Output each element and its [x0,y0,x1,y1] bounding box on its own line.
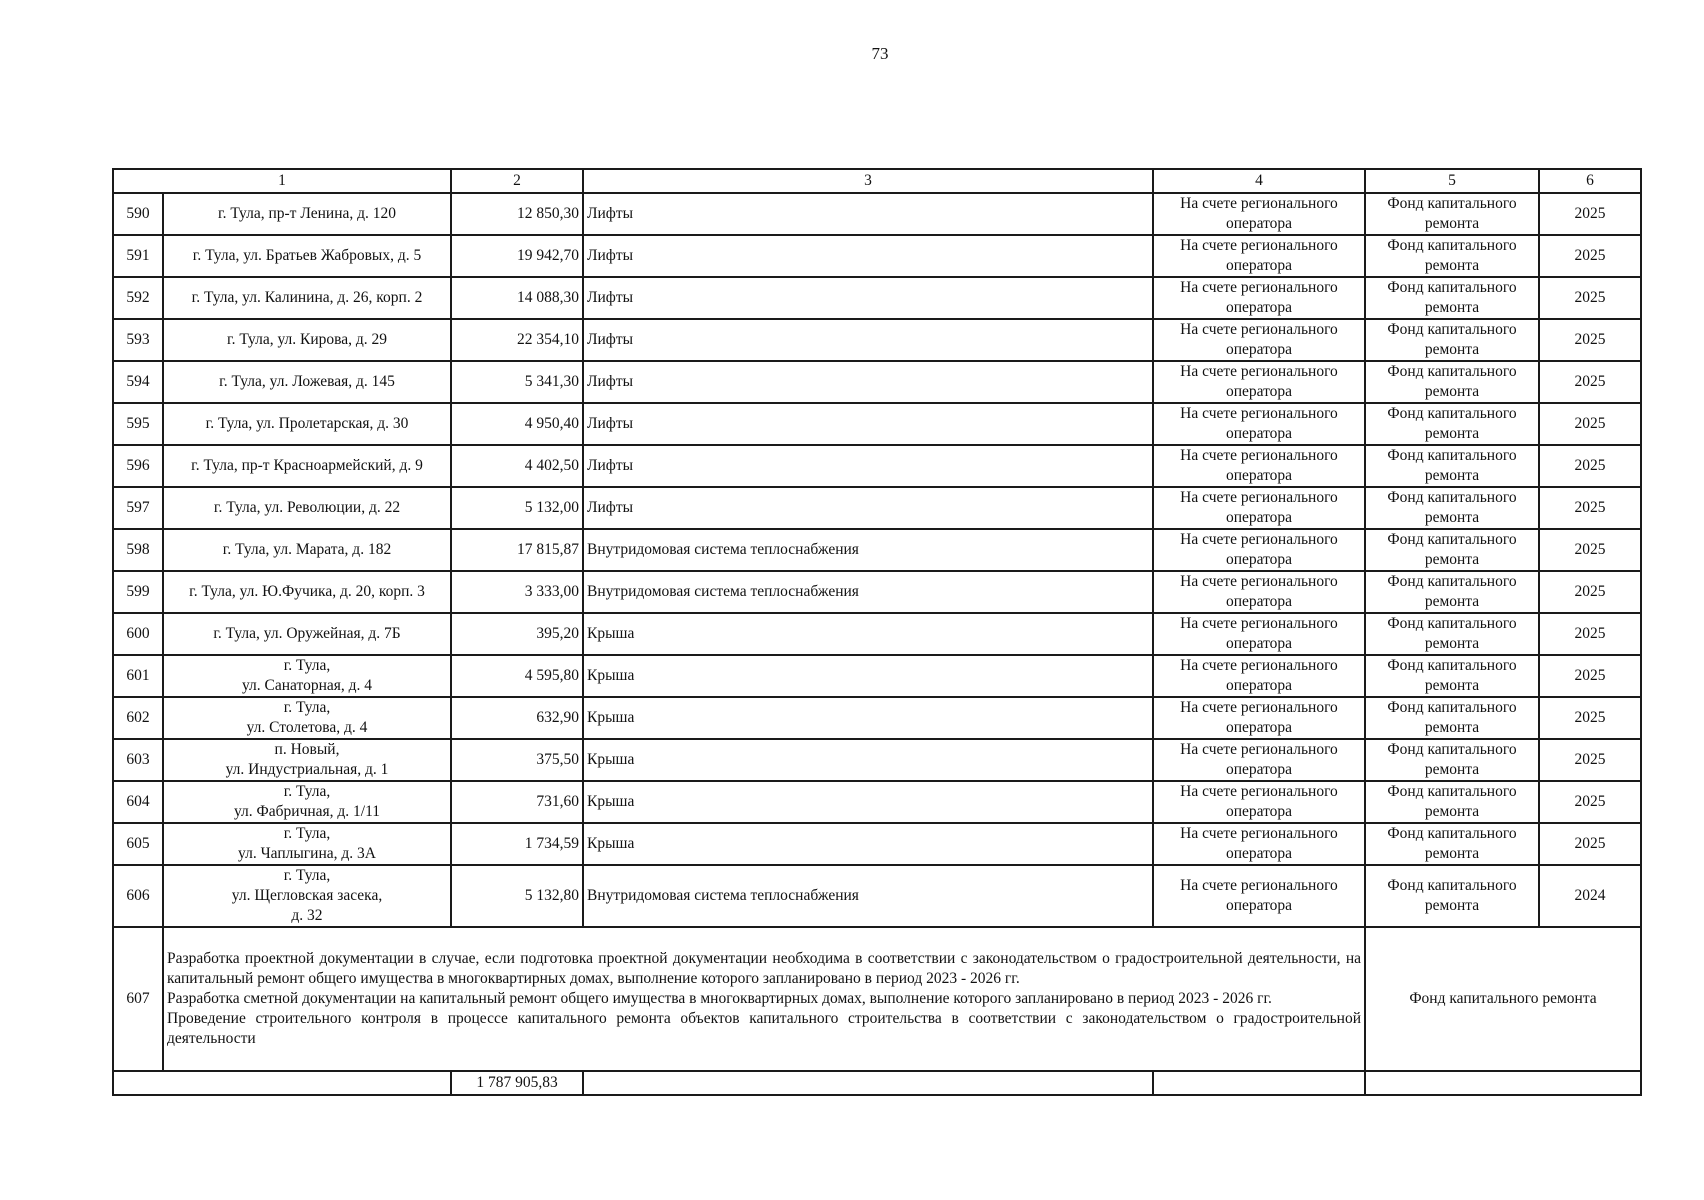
fund-cell [1365,823,1539,865]
cell-line: ремонта [1424,719,1480,736]
cell-line: Фонд капитального [1387,195,1517,212]
cell-line: оператора [1225,509,1293,526]
year-cell: 2025 [1539,571,1641,613]
row-number: 598 [113,529,163,571]
address-cell [163,823,451,865]
total-empty-cell [1153,1071,1365,1095]
fund-cell [1365,865,1539,927]
cell-line: ул. Чаплыгина, д. 3А [238,845,376,862]
row-number: 601 [113,655,163,697]
work-type-cell: Крыша [583,613,1153,655]
cell-line: оператора [1225,897,1293,914]
fund-cell [1365,781,1539,823]
cell-line: оператора [1225,341,1293,358]
year-cell: 2025 [1539,655,1641,697]
table-row [113,697,1641,739]
note-paragraph: Разработка сметной документации на капитальный ремонт общего имущества в многоквартирных домах, выполнение которого запланировано в период 2023 - 2026 гг. [167,990,1272,1007]
cell-line: Фонд капитального [1387,489,1517,506]
cell-line: ремонта [1424,341,1480,358]
cell-line: На счете регионального [1180,531,1338,548]
cell-line: ремонта [1424,299,1480,316]
account-cell [1153,781,1365,823]
total-empty-cell [113,1071,451,1095]
row-number: 594 [113,361,163,403]
fund-cell [1365,361,1539,403]
area-cell: 395,20 [451,613,583,655]
cell-line: ремонта [1424,425,1480,442]
cell-line: оператора [1225,635,1293,652]
year-cell: 2025 [1539,529,1641,571]
cell-line: Фонд капитального [1387,783,1517,800]
table-row [113,529,1641,571]
cell-line: г. Тула, ул. Братьев Жабровых, д. 5 [192,247,422,264]
total-area: 1 787 905,83 [451,1071,583,1095]
address-cell [163,865,451,927]
area-cell: 5 341,30 [451,361,583,403]
cell-line: На счете регионального [1180,489,1338,506]
work-type-cell: Лифты [583,445,1153,487]
work-type-cell: Лифты [583,235,1153,277]
cell-line: На счете регионального [1180,321,1338,338]
table-row [113,193,1641,235]
note-paragraph: Проведение строительного контроля в процессе капитального ремонта объектов капитального строительства в соответствии с законодательством о градостроительной деятельности [167,1010,1361,1047]
row-number: 600 [113,613,163,655]
note-paragraph: Разработка проектной документации в случае, если подготовка проектной документации необходима в соответствии с законодательством о градостроительной деятельности, на капитальный ремонт общего имущества в многоквартирных домах, выполнение которого запланировано в период 2023 - 2026 гг. [167,950,1361,987]
cell-line: г. Тула, ул. Марата, д. 182 [222,541,392,558]
work-type-cell: Внутридомовая система теплоснабжения [583,865,1153,927]
year-cell: 2025 [1539,193,1641,235]
year-cell: 2025 [1539,277,1641,319]
note-text-cell [163,927,1365,1071]
work-type-cell: Лифты [583,361,1153,403]
work-type-cell: Внутридомовая система теплоснабжения [583,571,1153,613]
table-row [113,613,1641,655]
account-cell [1153,403,1365,445]
cell-line: Фонд капитального [1387,877,1517,894]
cell-line: Фонд капитального [1387,573,1517,590]
fund-cell [1365,403,1539,445]
cell-line: г. Тула, ул. Ложевая, д. 145 [219,373,395,390]
address-cell [163,487,451,529]
table-row [113,571,1641,613]
account-cell [1153,697,1365,739]
row-number: 603 [113,739,163,781]
table-row [113,361,1641,403]
cell-line: Фонд капитального [1387,825,1517,842]
address-cell [163,445,451,487]
cell-line: г. Тула, пр-т Красноармейский, д. 9 [191,457,423,474]
column-header-1: 1 [113,169,451,193]
cell-line: Фонд капитального [1387,699,1517,716]
row-number: 592 [113,277,163,319]
table-row [113,487,1641,529]
cell-line: оператора [1225,845,1293,862]
cell-line: д. 32 [291,907,323,924]
cell-line: Фонд капитального [1387,363,1517,380]
cell-line: На счете регионального [1180,195,1338,212]
note-fund-cell: Фонд капитального ремонта [1365,927,1641,1071]
row-number: 602 [113,697,163,739]
year-cell: 2025 [1539,781,1641,823]
column-header-row [113,169,1641,193]
fund-cell [1365,529,1539,571]
cell-line: ул. Фабричная, д. 1/11 [233,803,381,820]
area-cell: 3 333,00 [451,571,583,613]
cell-line: ремонта [1424,803,1480,820]
table-row [113,403,1641,445]
fund-cell [1365,445,1539,487]
row-number: 591 [113,235,163,277]
row-number: 596 [113,445,163,487]
address-cell [163,319,451,361]
cell-line: г. Тула, [283,867,331,884]
cell-line: г. Тула, ул. Пролетарская, д. 30 [205,415,409,432]
table-row [113,655,1641,697]
area-cell: 731,60 [451,781,583,823]
cell-line: г. Тула, ул. Революции, д. 22 [213,499,401,516]
cell-line: г. Тула, ул. Кирова, д. 29 [226,331,388,348]
year-cell: 2025 [1539,487,1641,529]
address-cell [163,613,451,655]
address-cell [163,529,451,571]
table-row [113,445,1641,487]
cell-line: На счете регионального [1180,741,1338,758]
fund-cell [1365,613,1539,655]
cell-line: ремонта [1424,509,1480,526]
cell-line: оператора [1225,215,1293,232]
cell-line: На счете регионального [1180,237,1338,254]
cell-line: На счете регионального [1180,877,1338,894]
row-number: 604 [113,781,163,823]
cell-line: ремонта [1424,383,1480,400]
work-type-cell: Лифты [583,487,1153,529]
cell-line: ремонта [1424,677,1480,694]
fund-cell [1365,487,1539,529]
cell-line: На счете регионального [1180,405,1338,422]
cell-line: На счете регионального [1180,783,1338,800]
cell-line: Фонд капитального [1387,447,1517,464]
address-cell [163,781,451,823]
account-cell [1153,235,1365,277]
work-type-cell: Крыша [583,781,1153,823]
area-cell: 4 402,50 [451,445,583,487]
cell-line: Фонд капитального [1387,615,1517,632]
area-cell: 1 734,59 [451,823,583,865]
cell-line: оператора [1225,593,1293,610]
total-empty-cell [1365,1071,1641,1095]
table-row [113,781,1641,823]
cell-line: г. Тула, ул. Калинина, д. 26, корп. 2 [191,289,423,306]
row-number: 607 [113,927,163,1071]
area-cell: 4 595,80 [451,655,583,697]
cell-line: На счете регионального [1180,363,1338,380]
area-cell: 632,90 [451,697,583,739]
cell-line: г. Тула, ул. Ю.Фучика, д. 20, корп. 3 [189,583,425,600]
cell-line: Фонд капитального [1387,531,1517,548]
column-header-6: 6 [1539,169,1641,193]
fund-cell [1365,235,1539,277]
cell-line: г. Тула, [283,699,331,716]
address-cell [163,697,451,739]
cell-line: ул. Столетова, д. 4 [246,719,368,736]
cell-line: ул. Санаторная, д. 4 [241,677,373,694]
address-cell [163,655,451,697]
cell-line: Фонд капитального [1387,321,1517,338]
account-cell [1153,193,1365,235]
row-number: 599 [113,571,163,613]
account-cell [1153,319,1365,361]
address-cell [163,193,451,235]
table-row [113,865,1641,927]
fund-cell [1365,655,1539,697]
table-row [113,823,1641,865]
cell-line: г. Тула, пр-т Ленина, д. 120 [217,205,397,222]
account-cell [1153,655,1365,697]
address-cell [163,277,451,319]
cell-line: На счете регионального [1180,573,1338,590]
year-cell: 2025 [1539,445,1641,487]
account-cell [1153,865,1365,927]
cell-line: ремонта [1424,761,1480,778]
account-cell [1153,571,1365,613]
table-row [113,319,1641,361]
cell-line: г. Тула, [283,657,331,674]
cell-line: ремонта [1424,593,1480,610]
work-type-cell: Лифты [583,277,1153,319]
cell-line: ремонта [1424,257,1480,274]
cell-line: оператора [1225,383,1293,400]
column-header-4: 4 [1153,169,1365,193]
fund-cell [1365,697,1539,739]
account-cell [1153,823,1365,865]
area-cell: 17 815,87 [451,529,583,571]
year-cell: 2025 [1539,739,1641,781]
cell-line: ремонта [1424,845,1480,862]
year-cell: 2025 [1539,403,1641,445]
fund-cell [1365,277,1539,319]
cell-line: оператора [1225,551,1293,568]
area-cell: 22 354,10 [451,319,583,361]
cell-line: оператора [1225,467,1293,484]
account-cell [1153,613,1365,655]
cell-line: г. Тула, ул. Оружейная, д. 7Б [213,625,401,642]
cell-line: На счете регионального [1180,615,1338,632]
year-cell: 2024 [1539,865,1641,927]
table-row [113,277,1641,319]
cell-line: ремонта [1424,467,1480,484]
cell-line: На счете регионального [1180,699,1338,716]
address-cell [163,571,451,613]
account-cell [1153,739,1365,781]
cell-line: оператора [1225,803,1293,820]
fund-cell [1365,571,1539,613]
cell-line: ремонта [1424,635,1480,652]
cell-line: оператора [1225,719,1293,736]
cell-line: г. Тула, [283,783,331,800]
row-number: 606 [113,865,163,927]
address-cell [163,739,451,781]
area-cell: 4 950,40 [451,403,583,445]
cell-line: Фонд капитального [1387,741,1517,758]
work-type-cell: Крыша [583,739,1153,781]
cell-line: оператора [1225,299,1293,316]
work-type-cell: Лифты [583,193,1153,235]
cell-line: Фонд капитального [1387,405,1517,422]
cell-line: Фонд капитального [1387,657,1517,674]
year-cell: 2025 [1539,361,1641,403]
total-empty-cell [583,1071,1153,1095]
table-row [113,235,1641,277]
account-cell [1153,487,1365,529]
account-cell [1153,445,1365,487]
cell-line: Фонд капитального [1387,237,1517,254]
note-row [113,927,1641,1071]
year-cell: 2025 [1539,235,1641,277]
work-type-cell: Крыша [583,655,1153,697]
fund-cell [1365,319,1539,361]
row-number: 605 [113,823,163,865]
work-type-cell: Крыша [583,823,1153,865]
area-cell: 19 942,70 [451,235,583,277]
row-number: 593 [113,319,163,361]
area-cell: 12 850,30 [451,193,583,235]
year-cell: 2025 [1539,613,1641,655]
work-type-cell: Внутридомовая система теплоснабжения [583,529,1153,571]
year-cell: 2025 [1539,319,1641,361]
work-type-cell: Лифты [583,319,1153,361]
cell-line: оператора [1225,761,1293,778]
year-cell: 2025 [1539,697,1641,739]
address-cell [163,235,451,277]
cell-line: На счете регионального [1180,279,1338,296]
cell-line: Фонд капитального [1387,279,1517,296]
cell-line: На счете регионального [1180,825,1338,842]
cell-line: ремонта [1424,215,1480,232]
cell-line: п. Новый, [274,741,340,758]
work-type-cell: Крыша [583,697,1153,739]
row-number: 590 [113,193,163,235]
cell-line: оператора [1225,257,1293,274]
cell-line: ремонта [1424,551,1480,568]
cell-line: ул. Индустриальная, д. 1 [225,761,389,778]
column-header-3: 3 [583,169,1153,193]
area-cell: 14 088,30 [451,277,583,319]
address-cell [163,403,451,445]
area-cell: 5 132,00 [451,487,583,529]
area-cell: 375,50 [451,739,583,781]
column-header-2: 2 [451,169,583,193]
column-header-5: 5 [1365,169,1539,193]
cell-line: На счете регионального [1180,447,1338,464]
cell-line: оператора [1225,677,1293,694]
cell-line: г. Тула, [283,825,331,842]
work-type-cell: Лифты [583,403,1153,445]
row-number: 595 [113,403,163,445]
fund-cell [1365,193,1539,235]
cell-line: ремонта [1424,897,1480,914]
row-number: 597 [113,487,163,529]
account-cell [1153,277,1365,319]
fund-cell [1365,739,1539,781]
page-number: 73 [871,44,889,63]
cell-line: На счете регионального [1180,657,1338,674]
area-cell: 5 132,80 [451,865,583,927]
account-cell [1153,361,1365,403]
address-cell [163,361,451,403]
capital-repair-table [112,168,1642,1096]
total-row [113,1071,1641,1095]
account-cell [1153,529,1365,571]
cell-line: ул. Щегловская засека, [231,887,383,904]
cell-line: оператора [1225,425,1293,442]
year-cell: 2025 [1539,823,1641,865]
table-row [113,739,1641,781]
